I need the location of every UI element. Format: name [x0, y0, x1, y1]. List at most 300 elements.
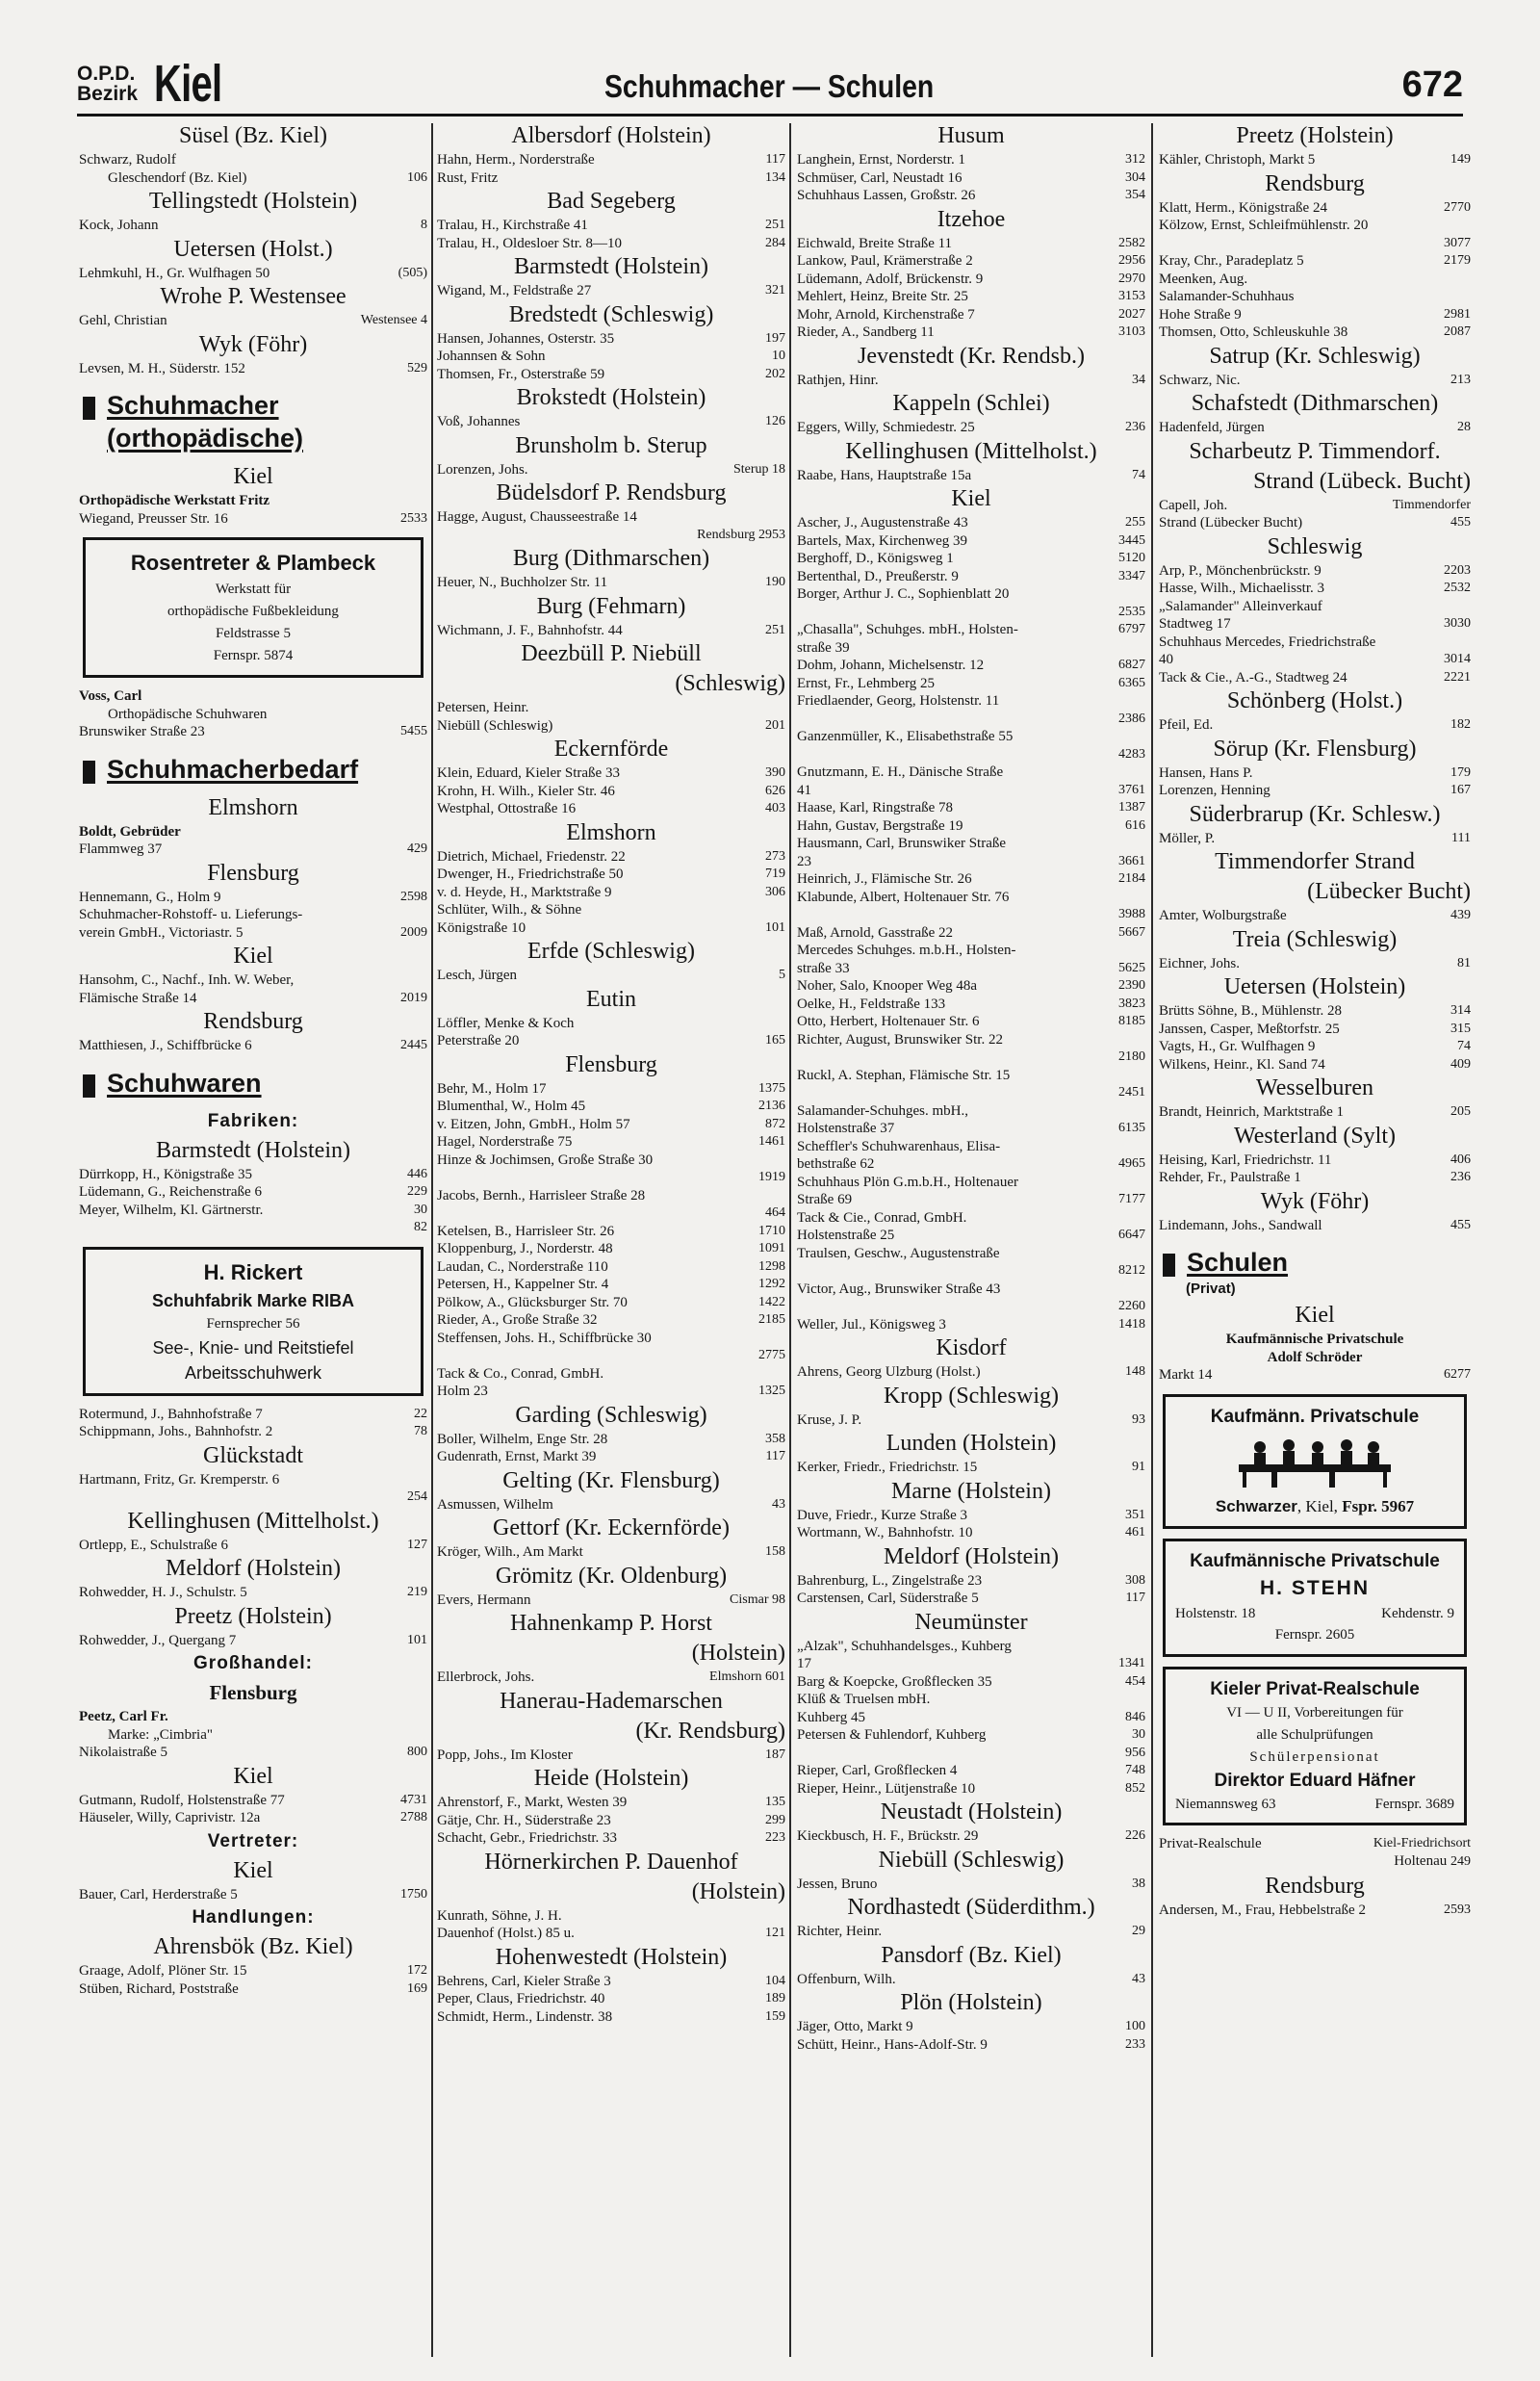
entry-text: Klüß & Truelsen mbH. — [797, 1692, 931, 1707]
phone-number: 8185 — [1118, 1014, 1145, 1028]
entry-line — [797, 169, 1145, 188]
place-heading: Büdelsdorf P. Rendsburg — [496, 480, 727, 505]
phone-number: 149 — [1450, 152, 1471, 167]
entry-text: Hahn, Gustav, Bergstraße 19 — [797, 817, 963, 834]
entry-line — [797, 835, 1145, 853]
entry-line — [437, 574, 785, 592]
place-heading: Rendsburg — [1265, 1873, 1365, 1899]
place-heading: Wesselburen — [1255, 1075, 1374, 1100]
phone-number: 104 — [765, 1973, 785, 1988]
entry-line — [437, 1276, 785, 1294]
entry-line — [797, 1138, 1145, 1156]
entry-address: Kiel-Friedrichsort — [1373, 1835, 1471, 1850]
phone-number: 4731 — [400, 1792, 427, 1807]
phone-number: 117 — [765, 1449, 785, 1463]
entry-line — [797, 235, 1145, 253]
place-heading: Glückstadt — [203, 1442, 303, 1468]
entry-text: Gehl, Christian — [79, 313, 167, 328]
place-heading-continued: (Schleswig) — [675, 671, 785, 696]
subsection-heading: Handlungen: — [192, 1907, 315, 1928]
entry-line — [79, 1744, 427, 1762]
entry-line — [437, 1448, 785, 1466]
entry-line — [437, 1032, 785, 1050]
phone-number: 202 — [765, 366, 785, 381]
entry-text: Matthiesen, J., Schiffbrücke 6 — [79, 1038, 252, 1053]
entry-address: Westensee 4 — [360, 313, 427, 327]
entry-text: Dauenhof (Holst.) 85 u. — [437, 1926, 575, 1941]
entry-text: Holstenstraße 25 — [797, 1228, 895, 1243]
entry-text: Barg & Koepcke, Großflecken 35 — [797, 1673, 992, 1690]
entry-line — [1159, 1103, 1471, 1122]
entry-line — [797, 1971, 1145, 1989]
entry-line: Adolf Schröder — [1267, 1349, 1363, 1365]
section-heading — [79, 1067, 427, 1100]
entry-line — [797, 514, 1145, 532]
ad-phone: Fernspr. 2605 — [1274, 1626, 1355, 1643]
ad-title: Kaufmänn. Privatschule — [1210, 1406, 1420, 1427]
entry-line — [797, 1762, 1145, 1780]
phone-number: 1461 — [758, 1134, 785, 1149]
entry-line: Orthopädische Schuhwaren — [108, 706, 268, 722]
entry-line — [437, 1496, 785, 1514]
entry-line — [437, 764, 785, 783]
entry-line — [79, 1792, 427, 1810]
place-heading: Burg (Fehmarn) — [536, 593, 686, 619]
entry-line — [797, 252, 1145, 271]
entry-text: Schmüser, Carl, Neustadt 16 — [797, 169, 962, 186]
entry-line — [797, 604, 1145, 622]
section-title: Schuhmacherbedarf — [107, 754, 359, 784]
entry-text: Schwarz, Nic. — [1159, 372, 1241, 388]
entry-text: Hagge, August, Chausseestraße 14 — [437, 509, 637, 525]
entry-text: Tralau, H., Oldesloer Str. 8—10 — [437, 235, 622, 251]
bezirk-text: Bezirk — [77, 83, 139, 105]
place-heading: Sörup (Kr. Flensburg) — [1213, 736, 1417, 762]
phone-number: 2593 — [1444, 1902, 1471, 1917]
entry-text: Hahn, Herm., Norderstraße — [437, 152, 595, 168]
ad-city: , Kiel, — [1296, 1496, 1338, 1515]
place-heading: Timmendorfer Strand — [1215, 849, 1415, 874]
phone-number: 429 — [407, 841, 427, 856]
entry-text: Ahrenstorf, F., Markt, Westen 39 — [437, 1795, 628, 1810]
entry-text: Schuhhaus Lassen, Großstr. 26 — [797, 188, 976, 203]
phone-number: 2582 — [1118, 235, 1145, 250]
entry-line — [437, 527, 785, 545]
place-heading: Jevenstedt (Kr. Rendsb.) — [858, 343, 1085, 369]
entry-line — [1159, 1902, 1471, 1920]
entry-text: Hausmann, Carl, Brunswiker Straße — [797, 836, 1007, 851]
entry-text: Königstraße 10 — [437, 919, 526, 936]
phone-number: 6827 — [1118, 658, 1145, 672]
entry-line: Hansohm, C., Nachf., Inh. W. Weber, — [79, 972, 295, 988]
ad-phone: Fspr. 5967 — [1342, 1496, 1415, 1515]
phone-number: Timmendorfer — [1392, 497, 1471, 512]
phone-number: 2180 — [1118, 1049, 1145, 1064]
entry-text: Schmidt, Herm., Lindenstr. 38 — [437, 2008, 613, 2025]
entry-text: Mehlert, Heinz, Breite Str. 25 — [797, 289, 968, 304]
entry-line — [437, 1240, 785, 1258]
entry-line — [79, 1809, 427, 1827]
entry-text: Hinze & Jochimsen, Große Straße 30 — [437, 1152, 654, 1168]
entry-line — [1159, 1852, 1471, 1872]
entry-line — [1159, 372, 1471, 390]
entry-text: Andersen, M., Frau, Hebbelstraße 2 — [1159, 1902, 1366, 1918]
entry-text: Brunswiker Straße 23 — [79, 724, 205, 739]
phone-number: 2019 — [400, 990, 427, 1005]
entry-line — [437, 1187, 785, 1205]
entry-line — [437, 1669, 785, 1687]
place-heading: Kellinghusen (Mittelholst.) — [127, 1508, 379, 1534]
phone-number: 626 — [765, 783, 785, 798]
entry-text: Thomsen, Otto, Schleuskuhle 38 — [1159, 324, 1348, 340]
phone-number: 1325 — [758, 1384, 785, 1398]
entry-text: Kölzow, Ernst, Schleifmühlenstr. 20 — [1159, 218, 1369, 233]
phone-number: 3761 — [1118, 782, 1145, 797]
entry-text: Holtenau — [1394, 1853, 1448, 1869]
phone-number: 2009 — [400, 924, 427, 940]
entry-text: verein GmbH., Victoriastr. 5 — [79, 924, 244, 941]
phone-number: 189 — [765, 1991, 785, 2006]
entry-line — [797, 621, 1145, 639]
entry-text: Arp, P., Mönchenbrückstr. 9 — [1159, 562, 1322, 579]
phone-number: 2221 — [1444, 669, 1471, 685]
phone-number: 304 — [1125, 169, 1145, 185]
phone-number: 5455 — [400, 724, 427, 738]
phone-number: 7177 — [1118, 1192, 1145, 1206]
place-heading: Elmshorn — [566, 819, 656, 845]
phone-number: 3347 — [1118, 568, 1145, 583]
entry-line — [1159, 615, 1471, 634]
place-heading: Uetersen (Holst.) — [173, 236, 333, 262]
entry-line — [1159, 252, 1471, 271]
entry-line — [437, 461, 785, 479]
phone-number: 3661 — [1118, 853, 1145, 868]
entry-text: Amter, Wolburgstraße — [1159, 908, 1287, 923]
entry-line — [797, 1827, 1145, 1846]
entry-text: Friedlaender, Georg, Holstenstr. 11 — [797, 693, 1000, 709]
place-heading: Bredstedt (Schleswig) — [508, 301, 714, 327]
place-heading: Marne (Holstein) — [891, 1478, 1051, 1504]
entry-text: Flammweg 37 — [79, 841, 163, 857]
entry-text: Schuhhaus Plön G.m.b.H., Holtenauer — [797, 1174, 1018, 1190]
entry-text: Hohe Straße 9 — [1159, 306, 1242, 323]
entry-text: Hansen, Hans P. — [1159, 764, 1253, 781]
entry-line: Orthopädische Werkstatt Fritz — [79, 493, 270, 508]
entry-line — [79, 924, 427, 943]
phone-number: 308 — [1125, 1572, 1145, 1588]
entry-line — [797, 1084, 1145, 1102]
entry-line — [1159, 1217, 1471, 1235]
entry-text: Wilkens, Heinr., Kl. Sand 74 — [1159, 1056, 1325, 1073]
phone-number: 2203 — [1444, 562, 1471, 578]
place-heading: Rendsburg — [1265, 170, 1365, 196]
entry-line — [1159, 782, 1471, 800]
entry-line — [79, 265, 427, 283]
classroom-illustration-icon — [1233, 1436, 1397, 1489]
phone-number: 800 — [407, 1745, 427, 1759]
entry-line — [797, 924, 1145, 943]
phone-number: 182 — [1450, 717, 1471, 732]
entry-text: Wiegand, Preusser Str. 16 — [79, 510, 228, 527]
phone-number: 127 — [407, 1537, 427, 1552]
entry-line — [1159, 151, 1471, 169]
entry-line — [437, 1080, 785, 1099]
entry-line — [1159, 1038, 1471, 1056]
entry-line — [1159, 651, 1471, 669]
entry-text: Schütt, Heinr., Hans-Adolf-Str. 9 — [797, 2036, 988, 2053]
entry-text: „Chasalla", Schuhges. mbH., Holsten- — [797, 622, 1018, 637]
phone-number: 8212 — [1118, 1263, 1145, 1278]
entry-line — [797, 1780, 1145, 1799]
column-divider — [1151, 123, 1153, 2357]
phone-number: 852 — [1125, 1780, 1145, 1796]
entry-line: Kaufmännische Privatschule — [1225, 1332, 1404, 1347]
entry-line — [797, 639, 1145, 658]
entry-line — [79, 1202, 427, 1220]
entry-text: Kruse, J. P. — [797, 1411, 862, 1428]
entry-text: Straße 69 — [797, 1192, 853, 1207]
ad-line: alle Schulprüfungen — [1256, 1726, 1373, 1743]
entry-text: Salamander-Schuhhaus — [1159, 289, 1295, 304]
entry-line — [797, 1298, 1145, 1316]
place-heading: Eckernförde — [553, 737, 669, 762]
entry-line — [79, 841, 427, 859]
entry-text: Schippmann, Johs., Bahnhofstr. 2 — [79, 1424, 273, 1439]
place-heading: Scharbeutz P. Timmendorf. — [1189, 438, 1441, 464]
entry-line — [797, 1281, 1145, 1299]
ad-school-name: H. STEHN — [1259, 1576, 1370, 1599]
entry-text: Privat-Realschule — [1159, 1835, 1262, 1851]
entry-line — [437, 1347, 785, 1365]
section-title: Schulen — [1187, 1248, 1289, 1277]
entry-line — [797, 960, 1145, 978]
entry-line — [1159, 1021, 1471, 1039]
place-heading: Brokstedt (Holstein) — [516, 385, 706, 410]
phone-number: 165 — [765, 1033, 785, 1048]
entry-text: Voß, Johannes — [437, 414, 521, 429]
entry-line — [437, 169, 785, 188]
phone-number: 1919 — [758, 1170, 785, 1184]
entry-line — [797, 1048, 1145, 1067]
ad-director: Direktor Eduard Häfner — [1214, 1770, 1416, 1791]
entry-text: Rohwedder, J., Quergang 7 — [79, 1632, 237, 1648]
entry-text: Schlüter, Wilh., & Söhne — [437, 902, 582, 918]
entry-text: Dohm, Johann, Michelsenstr. 12 — [797, 658, 985, 673]
ad-address-line — [1171, 1794, 1458, 1815]
phone-number: 249 — [1450, 1854, 1471, 1869]
entry-text: Haase, Karl, Ringstraße 78 — [797, 800, 954, 815]
entry-line — [437, 1431, 785, 1449]
phone-number: 201 — [765, 717, 785, 733]
column-4 — [1159, 121, 1471, 2365]
phone-number: 5625 — [1118, 960, 1145, 975]
entry-text: Kröger, Wilh., Am Markt — [437, 1544, 583, 1560]
entry-line — [437, 866, 785, 884]
entry-text: Behr, M., Holm 17 — [437, 1080, 547, 1097]
phone-number: 315 — [1450, 1021, 1471, 1036]
phone-number: 2451 — [1118, 1085, 1145, 1100]
entry-text: Pfeil, Ed. — [1159, 717, 1214, 733]
entry-text: Heinrich, J., Flämische Str. 26 — [797, 871, 972, 887]
entry-text: Holstenstraße 37 — [797, 1121, 895, 1136]
entry-line — [437, 901, 785, 919]
place-heading: Kisdorf — [936, 1335, 1007, 1360]
section-marker — [83, 1074, 95, 1098]
phone-number: 169 — [407, 1980, 427, 1996]
entry-text: Berghoff, D., Königsweg 1 — [797, 551, 954, 566]
phone-number: 4283 — [1118, 746, 1145, 762]
entry-line — [437, 1204, 785, 1223]
phone-number: 93 — [1132, 1411, 1145, 1427]
phone-number: 273 — [765, 848, 785, 864]
place-heading: Kiel — [233, 944, 273, 969]
entry-text: Salamander-Schuhges. mbH., — [797, 1102, 968, 1119]
entry-text: Bauer, Carl, Herderstraße 5 — [79, 1886, 238, 1902]
phone-number: 872 — [765, 1116, 785, 1131]
entry-line — [1159, 562, 1471, 581]
entry-text: Bertenthal, D., Preußerstr. 9 — [797, 568, 959, 584]
phone-number: 409 — [1450, 1056, 1471, 1072]
place-heading: Neumünster — [914, 1609, 1028, 1635]
phone-number: 3823 — [1118, 996, 1145, 1011]
entry-line — [437, 1169, 785, 1187]
column-2 — [437, 121, 785, 2365]
advertisement-box — [1163, 1394, 1467, 1529]
entry-text: Möller, P. — [1159, 830, 1216, 846]
entry-text: Dwenger, H., Friedrichstraße 50 — [437, 867, 624, 882]
entry-line — [79, 1423, 427, 1441]
phone-number: 719 — [765, 867, 785, 881]
entry-line — [79, 1980, 427, 1999]
place-heading: Preetz (Holstein) — [1236, 123, 1394, 148]
advertisement-box — [1163, 1539, 1467, 1657]
ad-line: Fernsprecher 56 — [206, 1315, 300, 1332]
place-heading: Wyk (Föhr) — [198, 331, 308, 357]
section-marker — [83, 397, 95, 420]
ad-line: See-, Knie- und Reitstiefel — [152, 1337, 354, 1358]
entry-text: Jäger, Otto, Markt 9 — [797, 2019, 913, 2034]
entry-line: Peetz, Carl Fr. — [79, 1709, 168, 1724]
entry-text: Mercedes Schuhges. m.b.H., Holsten- — [797, 943, 1016, 958]
phone-number: 82 — [414, 1220, 427, 1234]
entry-line — [797, 853, 1145, 871]
entry-line — [797, 1031, 1145, 1049]
ad-address: Niemannsweg 63 — [1175, 1796, 1276, 1812]
phone-number: 134 — [765, 169, 785, 185]
entry-text: Petersen & Fuhlendorf, Kuhberg — [797, 1727, 987, 1743]
phone-number: 4965 — [1118, 1156, 1145, 1171]
column-divider — [431, 123, 433, 2357]
entry-text: Lehmkuhl, H., Gr. Wulfhagen 50 — [79, 265, 270, 281]
phone-number: 236 — [1125, 420, 1145, 434]
entry-line — [1159, 1056, 1471, 1074]
entry-line — [797, 419, 1145, 437]
entry-text: „Salamander" Alleinverkauf — [1159, 598, 1322, 614]
entry-line — [797, 1227, 1145, 1245]
place-heading: Kiel — [233, 464, 273, 489]
entry-line: Marke: „Cimbria" — [108, 1726, 214, 1743]
ad-line: Fernspr. 5874 — [213, 648, 294, 663]
entry-line — [797, 1673, 1145, 1692]
entry-text: Peper, Claus, Friedrichstr. 40 — [437, 1991, 605, 2006]
place-heading: Schönberg (Holst.) — [1226, 688, 1403, 713]
entry-text: Vagts, H., Gr. Wulfhagen 9 — [1159, 1039, 1316, 1054]
entry-line: Schuhmacher-Rohstoff- u. Lieferungs- — [79, 907, 303, 922]
entry-line — [79, 1183, 427, 1202]
entry-line — [1159, 1169, 1471, 1187]
ad-firm-name: H. Rickert — [203, 1259, 303, 1284]
place-heading: Treia (Schleswig) — [1232, 926, 1398, 952]
place-heading: Husum — [937, 123, 1005, 148]
phone-number: Elmshorn 601 — [709, 1669, 785, 1684]
phone-number: 38 — [1132, 1876, 1145, 1891]
entry-text: Steffensen, Johs. H., Schiffbrücke 30 — [437, 1330, 652, 1346]
entry-text: Mohr, Arnold, Kirchenstraße 7 — [797, 306, 975, 323]
section-heading — [79, 389, 427, 454]
phone-number: 101 — [765, 919, 785, 935]
entry-text: Rieper, Carl, Großflecken 4 — [797, 1763, 958, 1778]
entry-line — [1159, 271, 1471, 289]
phone-number: 2185 — [758, 1312, 785, 1327]
entry-text: Schacht, Gebr., Friedrichstr. 33 — [437, 1830, 618, 1846]
entry-text: 23 — [797, 853, 811, 869]
ad-phone: Fernspr. 3689 — [1374, 1796, 1454, 1812]
entry-line: Boldt, Gebrüder — [79, 823, 181, 840]
place-heading: Wyk (Föhr) — [1260, 1188, 1370, 1214]
entry-line — [79, 360, 427, 378]
entry-text: Jacobs, Bernh., Harrisleer Straße 28 — [437, 1187, 646, 1203]
ad-firm-name: Rosentreter & Plambeck — [130, 551, 376, 575]
phone-number: 3988 — [1118, 907, 1145, 921]
place-heading: Erfde (Schleswig) — [527, 939, 695, 964]
entry-text: Gnutzmann, E. H., Dänische Straße — [797, 764, 1004, 780]
entry-text: Meyer, Wilhelm, Kl. Gärtnerstr. — [79, 1202, 264, 1218]
phone-number: 354 — [1125, 188, 1145, 202]
place-heading: Bad Segeberg — [547, 189, 676, 214]
place-heading-continued: Strand (Lübeck. Bucht) — [1253, 468, 1471, 494]
phone-number: 100 — [1125, 2019, 1145, 2033]
entry-text: Rohwedder, H. J., Schulstr. 5 — [79, 1585, 247, 1600]
place-heading: Brunsholm b. Sterup — [515, 432, 707, 458]
entry-text: Behrens, Carl, Kieler Straße 3 — [437, 1973, 611, 1989]
entry-line — [79, 1166, 427, 1184]
phone-number: 2390 — [1118, 978, 1145, 993]
phone-number: 6277 — [1444, 1367, 1471, 1382]
entry-line — [79, 1886, 427, 1904]
entry-line — [437, 1812, 785, 1830]
place-heading: Garding (Schleswig) — [515, 1402, 707, 1428]
phone-number: 2184 — [1118, 871, 1145, 886]
place-heading: Eutin — [586, 986, 636, 1012]
entry-line — [437, 848, 785, 867]
place-heading: Neustadt (Holstein) — [880, 1799, 1063, 1825]
entry-line — [797, 1155, 1145, 1174]
entry-text: Ascher, J., Augustenstraße 43 — [797, 515, 968, 531]
phone-number: 406 — [1450, 1152, 1471, 1167]
entry-line — [1159, 1002, 1471, 1021]
entry-line — [1159, 288, 1471, 306]
entry-line — [1159, 306, 1471, 324]
entry-text: Blumenthal, W., Holm 45 — [437, 1099, 586, 1114]
phone-number: 117 — [1125, 1591, 1145, 1605]
entry-line — [437, 2008, 785, 2027]
entry-text: Kuhberg 45 — [797, 1709, 865, 1725]
place-heading: Kiel — [951, 486, 991, 511]
phone-number: 1710 — [758, 1223, 785, 1238]
place-heading: Westerland (Sylt) — [1233, 1123, 1397, 1149]
entry-line — [797, 1459, 1145, 1477]
phone-number: 2788 — [400, 1810, 427, 1825]
